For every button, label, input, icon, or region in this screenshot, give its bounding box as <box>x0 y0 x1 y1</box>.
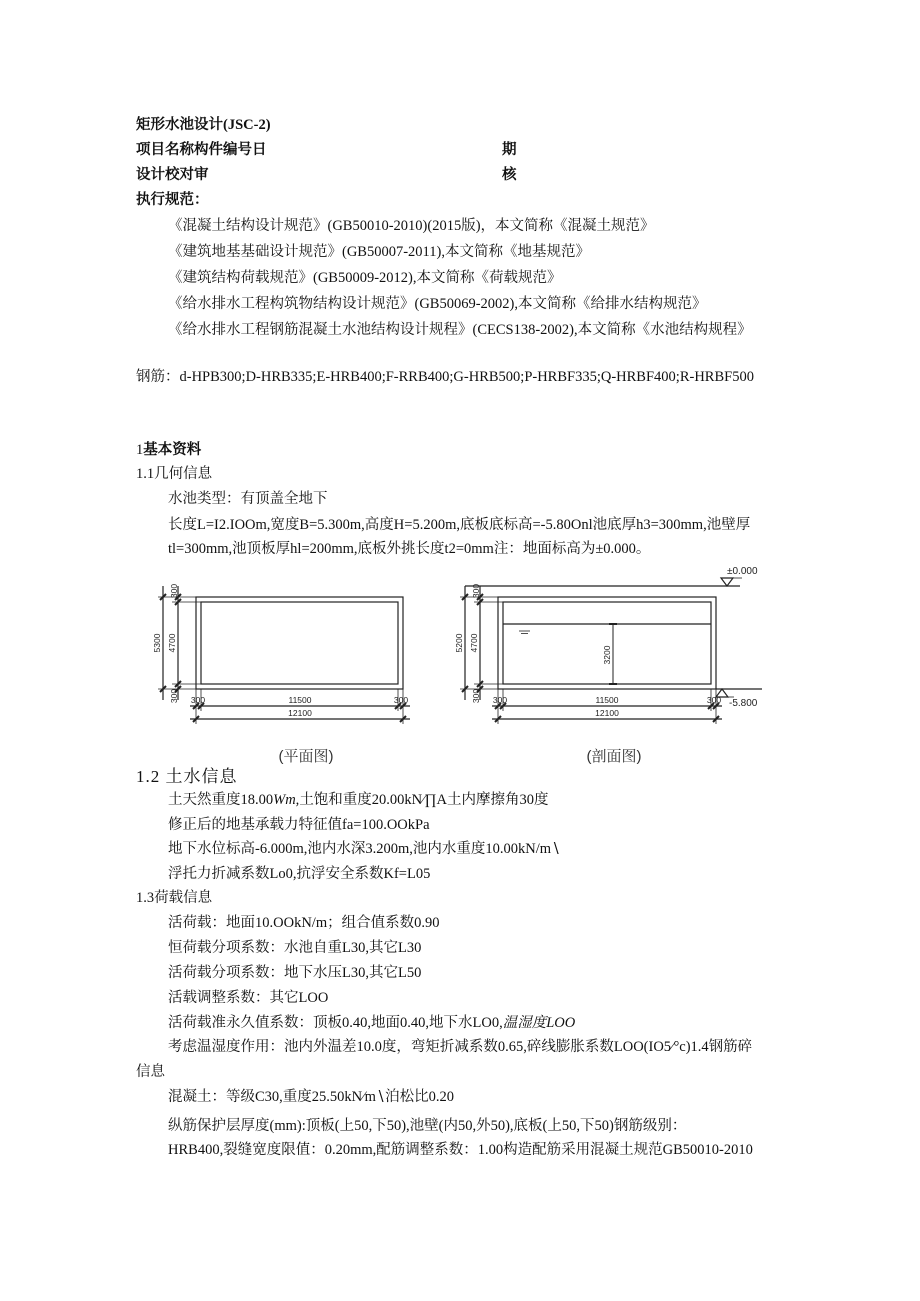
section-dim-right: 300 <box>706 695 722 705</box>
ground-elevation-marker <box>721 578 733 586</box>
section-dim-length: 12100 <box>595 708 619 718</box>
plan-dim-inner: 11500 <box>288 695 312 705</box>
geometry-subheading: 1.1几何信息 <box>136 466 213 482</box>
plan-caption: (平面图) <box>278 748 334 765</box>
pool-type: 水池类型：有顶盖全地下 <box>168 491 328 507</box>
quasi-permanent <box>168 1014 575 1032</box>
section-inner-wall <box>503 602 711 684</box>
plan-outer-wall <box>196 597 403 689</box>
soil-weight <box>168 791 549 809</box>
plan-dim-bottom: 300 <box>169 688 179 704</box>
bottom-elevation: -5.800 <box>729 698 758 709</box>
section-dim-total: 5200 <box>454 633 464 653</box>
plan-dim-left: 300 <box>190 695 206 705</box>
ground-elevation: ±0.000 <box>727 566 758 577</box>
buoyancy-info: 浮托力折减系数Lo0,抗浮安全系数Kf=L05 <box>168 866 431 882</box>
live-load-factor: 活荷载分项系数：地下水压L30,其它L50 <box>168 965 422 981</box>
section1-title: 基本资料 <box>143 442 202 458</box>
standard-item: 《建筑结构荷载规范》(GB50009-2012),本文简称《荷载规范》 <box>168 270 562 286</box>
rebar-and-crack: HRB400,裂缝宽度限值：0.20mm,配筋调整系数：1.00构造配筋采用混凝土规范GB50010-2010 <box>168 1142 753 1158</box>
date-label: 期 <box>502 142 517 158</box>
bearing-capacity: 修正后的地基承载力特征值fa=100.OOkPa <box>168 817 430 833</box>
concrete-info: 混凝土：等级C30,重度25.50kN∕m∖泊松比0.20 <box>168 1089 454 1105</box>
quasi-permanent-b: 温湿度LOO <box>502 1015 576 1031</box>
dead-load-factor: 恒荷载分项系数：水池自重L30,其它L30 <box>168 940 422 956</box>
review-label: 核 <box>502 167 517 183</box>
plan-dim-length: 12100 <box>288 708 312 718</box>
load-heading: 1.3荷载信息 <box>136 890 213 906</box>
doc-title: 矩形水池设计(JSC-2) <box>136 117 271 133</box>
pool-dimensions-1: 长度L=I2.IOOm,宽度B=5.300m,高度H=5.200m,底板底标高=-5.80Onl池底厚h3=300mm,池壁厚 <box>168 517 751 533</box>
standards-label: 执行规范： <box>136 192 209 208</box>
soil-weight-a: 土天然重度18.00 <box>168 792 274 808</box>
section-dim-water: 3200 <box>602 645 612 665</box>
plan-dim-right: 300 <box>393 695 409 705</box>
section-dim-top: 300 <box>471 583 481 599</box>
standard-item: 《混凝土结构设计规范》(GB50010-2010)(2015版)，本文简称《混凝土规范》 <box>168 218 655 234</box>
rebar-grades: 钢筋：d-HPB300;D-HRB335;E-HRB400;F-RRB400;G-HRB500;P-HRBF335;Q-HRBF400;R-HRBF500 <box>136 369 754 385</box>
quasi-permanent-a: 活荷载准永久值系数：顶板0.40,地面0.40,地下水LO0, <box>168 1015 503 1031</box>
live-load-adjust: 活载调整系数：其它LOO <box>168 990 329 1006</box>
info-continuation: 信息 <box>136 1064 165 1080</box>
plan-dim-total: 5300 <box>152 633 162 653</box>
section-outer-wall <box>498 597 716 689</box>
soil-weight-b: 土饱和重度20.00kN∕∏A土内摩擦角30度 <box>299 792 549 808</box>
section-dim-inner: 11500 <box>595 695 619 705</box>
pool-dimensions-2: tl=300mm,池顶板厚hl=200mm,底板外挑长度t2=0mm注：地面标高为±0.000。 <box>168 541 651 557</box>
section-dim-bottom: 300 <box>471 688 481 704</box>
section-caption: (剖面图) <box>586 748 642 765</box>
cover-thickness: 纵筋保护层厚度(mm):顶板(上50,下50),池壁(内50,外50),底板(上50,下50)钢筋级别： <box>168 1118 687 1134</box>
temperature-effect: 考虑温湿度作用：池内外温差10.0度，弯矩折减系数0.65,碎线膨胀系数LOO(IO5∕°c)1.4钢筋碎 <box>168 1039 753 1055</box>
section-dim-mid: 4700 <box>469 633 479 653</box>
design-check-label: 设计校对审 <box>136 167 209 183</box>
standard-item: 《建筑地基基础设计规范》(GB50007-2011),本文简称《地基规范》 <box>168 244 590 260</box>
plan-dim-mid: 4700 <box>167 633 177 653</box>
section1-number: 1 <box>136 442 144 458</box>
groundwater-info: 地下水位标高-6.000m,池内水深3.200m,池内水重度10.00kN/m∖ <box>168 841 561 857</box>
plan-dim-top: 300 <box>169 583 179 599</box>
soil-water-heading: 1.2 土水信息 <box>136 767 238 786</box>
plan-inner-wall <box>201 602 398 684</box>
section-dim-left: 300 <box>492 695 508 705</box>
project-info-label: 项目名称构件编号日 <box>136 142 267 158</box>
live-load: 活荷载：地面10.OOkN/m；组合值系数0.90 <box>168 915 440 931</box>
standard-item: 《给水排水工程构筑物结构设计规范》(GB50069-2002),本文简称《给排水结构规范》 <box>168 296 707 312</box>
soil-weight-unit: Wm, <box>273 792 300 808</box>
standard-item: 《给水排水工程钢筋混凝土水池结构设计规程》(CECS138-2002),本文简称《水池结构规程》 <box>168 322 752 338</box>
